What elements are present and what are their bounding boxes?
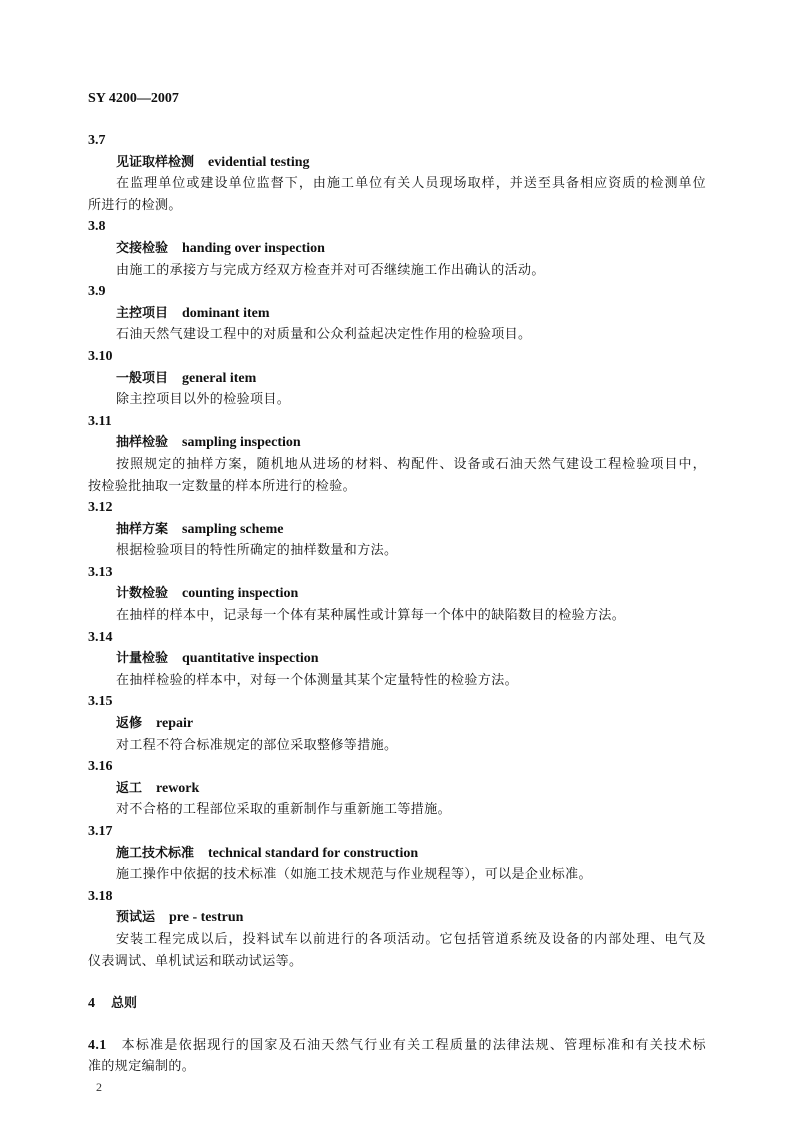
term-heading bbox=[88, 432, 706, 454]
term-chinese: 返修 bbox=[116, 716, 143, 732]
term-definition-line: 按检验批抽取一定数量的样本所进行的检验。 bbox=[88, 478, 357, 494]
term-english: handing over inspection bbox=[182, 240, 325, 256]
term-entry bbox=[88, 821, 706, 886]
chapter-title: 总则 bbox=[111, 996, 138, 1012]
term-chinese: 预试运 bbox=[116, 910, 156, 926]
term-heading bbox=[88, 907, 706, 929]
term-entry bbox=[88, 691, 706, 756]
term-chinese: 抽样检验 bbox=[116, 435, 169, 451]
term-definition-line: 施工操作中依据的技术标准（如施工技术规范与作业规程等），可以是企业标准。 bbox=[116, 867, 592, 883]
term-number: 3.18 bbox=[88, 888, 113, 904]
term-entry bbox=[88, 756, 706, 821]
term-definition-line: 根据检验项目的特性所确定的抽样数量和方法。 bbox=[116, 543, 398, 559]
term-definition-line: 在抽样检验的样本中，对每一个体测量其某个定量特性的检验方法。 bbox=[116, 672, 519, 688]
term-definition-line: 按照规定的抽样方案，随机地从进场的材料、构配件、设备或石油天然气建设工程检验项目中， bbox=[116, 456, 706, 472]
term-english: rework bbox=[156, 780, 200, 796]
term-heading bbox=[88, 713, 706, 735]
term-english: sampling scheme bbox=[182, 521, 284, 537]
term-chinese: 主控项目 bbox=[116, 305, 169, 321]
term-heading bbox=[88, 519, 706, 541]
clause-line bbox=[88, 1035, 706, 1057]
term-heading bbox=[88, 152, 706, 174]
term-english: counting inspection bbox=[182, 586, 299, 602]
term-number: 3.16 bbox=[88, 759, 113, 775]
term-entry bbox=[88, 130, 706, 216]
term-chinese: 抽样方案 bbox=[116, 521, 169, 537]
term-number: 3.8 bbox=[88, 219, 106, 235]
term-definition-line: 对不合格的工程部位采取的重新制作与重新施工等措施。 bbox=[116, 802, 452, 818]
term-definition-line: 所进行的检测。 bbox=[88, 197, 182, 213]
term-entry bbox=[88, 281, 706, 346]
term-english: pre - testrun bbox=[169, 910, 244, 926]
term-chinese: 计数检验 bbox=[116, 586, 169, 602]
term-entry bbox=[88, 216, 706, 281]
term-heading bbox=[88, 368, 706, 390]
term-number: 3.10 bbox=[88, 348, 113, 364]
term-definition-line: 在抽样的样本中，记录每一个体有某种属性或计算每一个体中的缺陷数目的检验方法。 bbox=[116, 608, 626, 624]
term-entry bbox=[88, 411, 706, 497]
term-entry bbox=[88, 497, 706, 562]
term-heading bbox=[88, 303, 706, 325]
term-definition-line: 对工程不符合标准规定的部位采取整修等措施。 bbox=[116, 737, 398, 753]
term-english: technical standard for construction bbox=[208, 845, 419, 861]
term-definition-line: 安装工程完成以后，投料试车以前进行的各项活动。它包括管道系统及设备的内部处理、电气及 bbox=[116, 931, 706, 947]
term-english: quantitative inspection bbox=[182, 651, 319, 667]
clause-4-1 bbox=[88, 1035, 706, 1078]
term-entry bbox=[88, 346, 706, 411]
term-heading bbox=[88, 843, 706, 865]
term-number: 3.17 bbox=[88, 824, 113, 839]
term-entry bbox=[88, 627, 706, 692]
term-number: 3.12 bbox=[88, 500, 113, 516]
term-number: 3.7 bbox=[88, 133, 106, 148]
term-english: evidential testing bbox=[208, 154, 310, 170]
term-number: 3.13 bbox=[88, 564, 113, 580]
term-entry bbox=[88, 562, 706, 627]
term-english: repair bbox=[156, 716, 194, 732]
clause-line: 准的规定编制的。 bbox=[88, 1059, 196, 1075]
page-number: 2 bbox=[96, 1080, 102, 1094]
term-chinese: 交接检验 bbox=[116, 240, 169, 256]
chapter-heading bbox=[88, 993, 706, 1015]
document-body bbox=[88, 130, 706, 1078]
term-chinese: 见证取样检测 bbox=[116, 154, 195, 170]
document-code-header: SY 4200—2007 bbox=[88, 91, 179, 106]
term-number: 3.9 bbox=[88, 284, 106, 300]
term-heading bbox=[88, 778, 706, 800]
term-chinese: 一般项目 bbox=[116, 370, 169, 386]
term-heading bbox=[88, 648, 706, 670]
term-english: sampling inspection bbox=[182, 435, 301, 451]
chapter-number: 4 bbox=[88, 996, 95, 1012]
term-number: 3.14 bbox=[88, 629, 113, 645]
term-definition-line: 仪表调试、单机试运和联动试运等。 bbox=[88, 953, 303, 969]
term-number: 3.11 bbox=[88, 413, 112, 429]
term-definition-line: 在监理单位或建设单位监督下，由施工单位有关人员现场取样，并送至具备相应资质的检测单位 bbox=[116, 176, 706, 192]
term-chinese: 施工技术标准 bbox=[116, 845, 195, 861]
term-chinese: 返工 bbox=[116, 780, 143, 796]
term-english: general item bbox=[182, 370, 257, 386]
term-chinese: 计量检验 bbox=[116, 651, 169, 667]
term-definition-line: 由施工的承接方与完成方经双方检查并对可否继续施工作出确认的活动。 bbox=[116, 262, 545, 278]
term-number: 3.15 bbox=[88, 694, 113, 710]
term-english: dominant item bbox=[182, 305, 270, 321]
clause-text: 本标准是依据现行的国家及石油天然气行业有关工程质量的法律法规、管理标准和有关技术标 bbox=[120, 1037, 706, 1053]
term-definition-line: 除主控项目以外的检验项目。 bbox=[116, 392, 291, 408]
term-heading bbox=[88, 583, 706, 605]
term-heading bbox=[88, 238, 706, 260]
term-definition-line: 石油天然气建设工程中的对质量和公众利益起决定性作用的检验项目。 bbox=[116, 327, 532, 343]
clause-number: 4.1 bbox=[88, 1037, 107, 1053]
terms-list bbox=[88, 130, 706, 972]
term-entry bbox=[88, 886, 706, 972]
